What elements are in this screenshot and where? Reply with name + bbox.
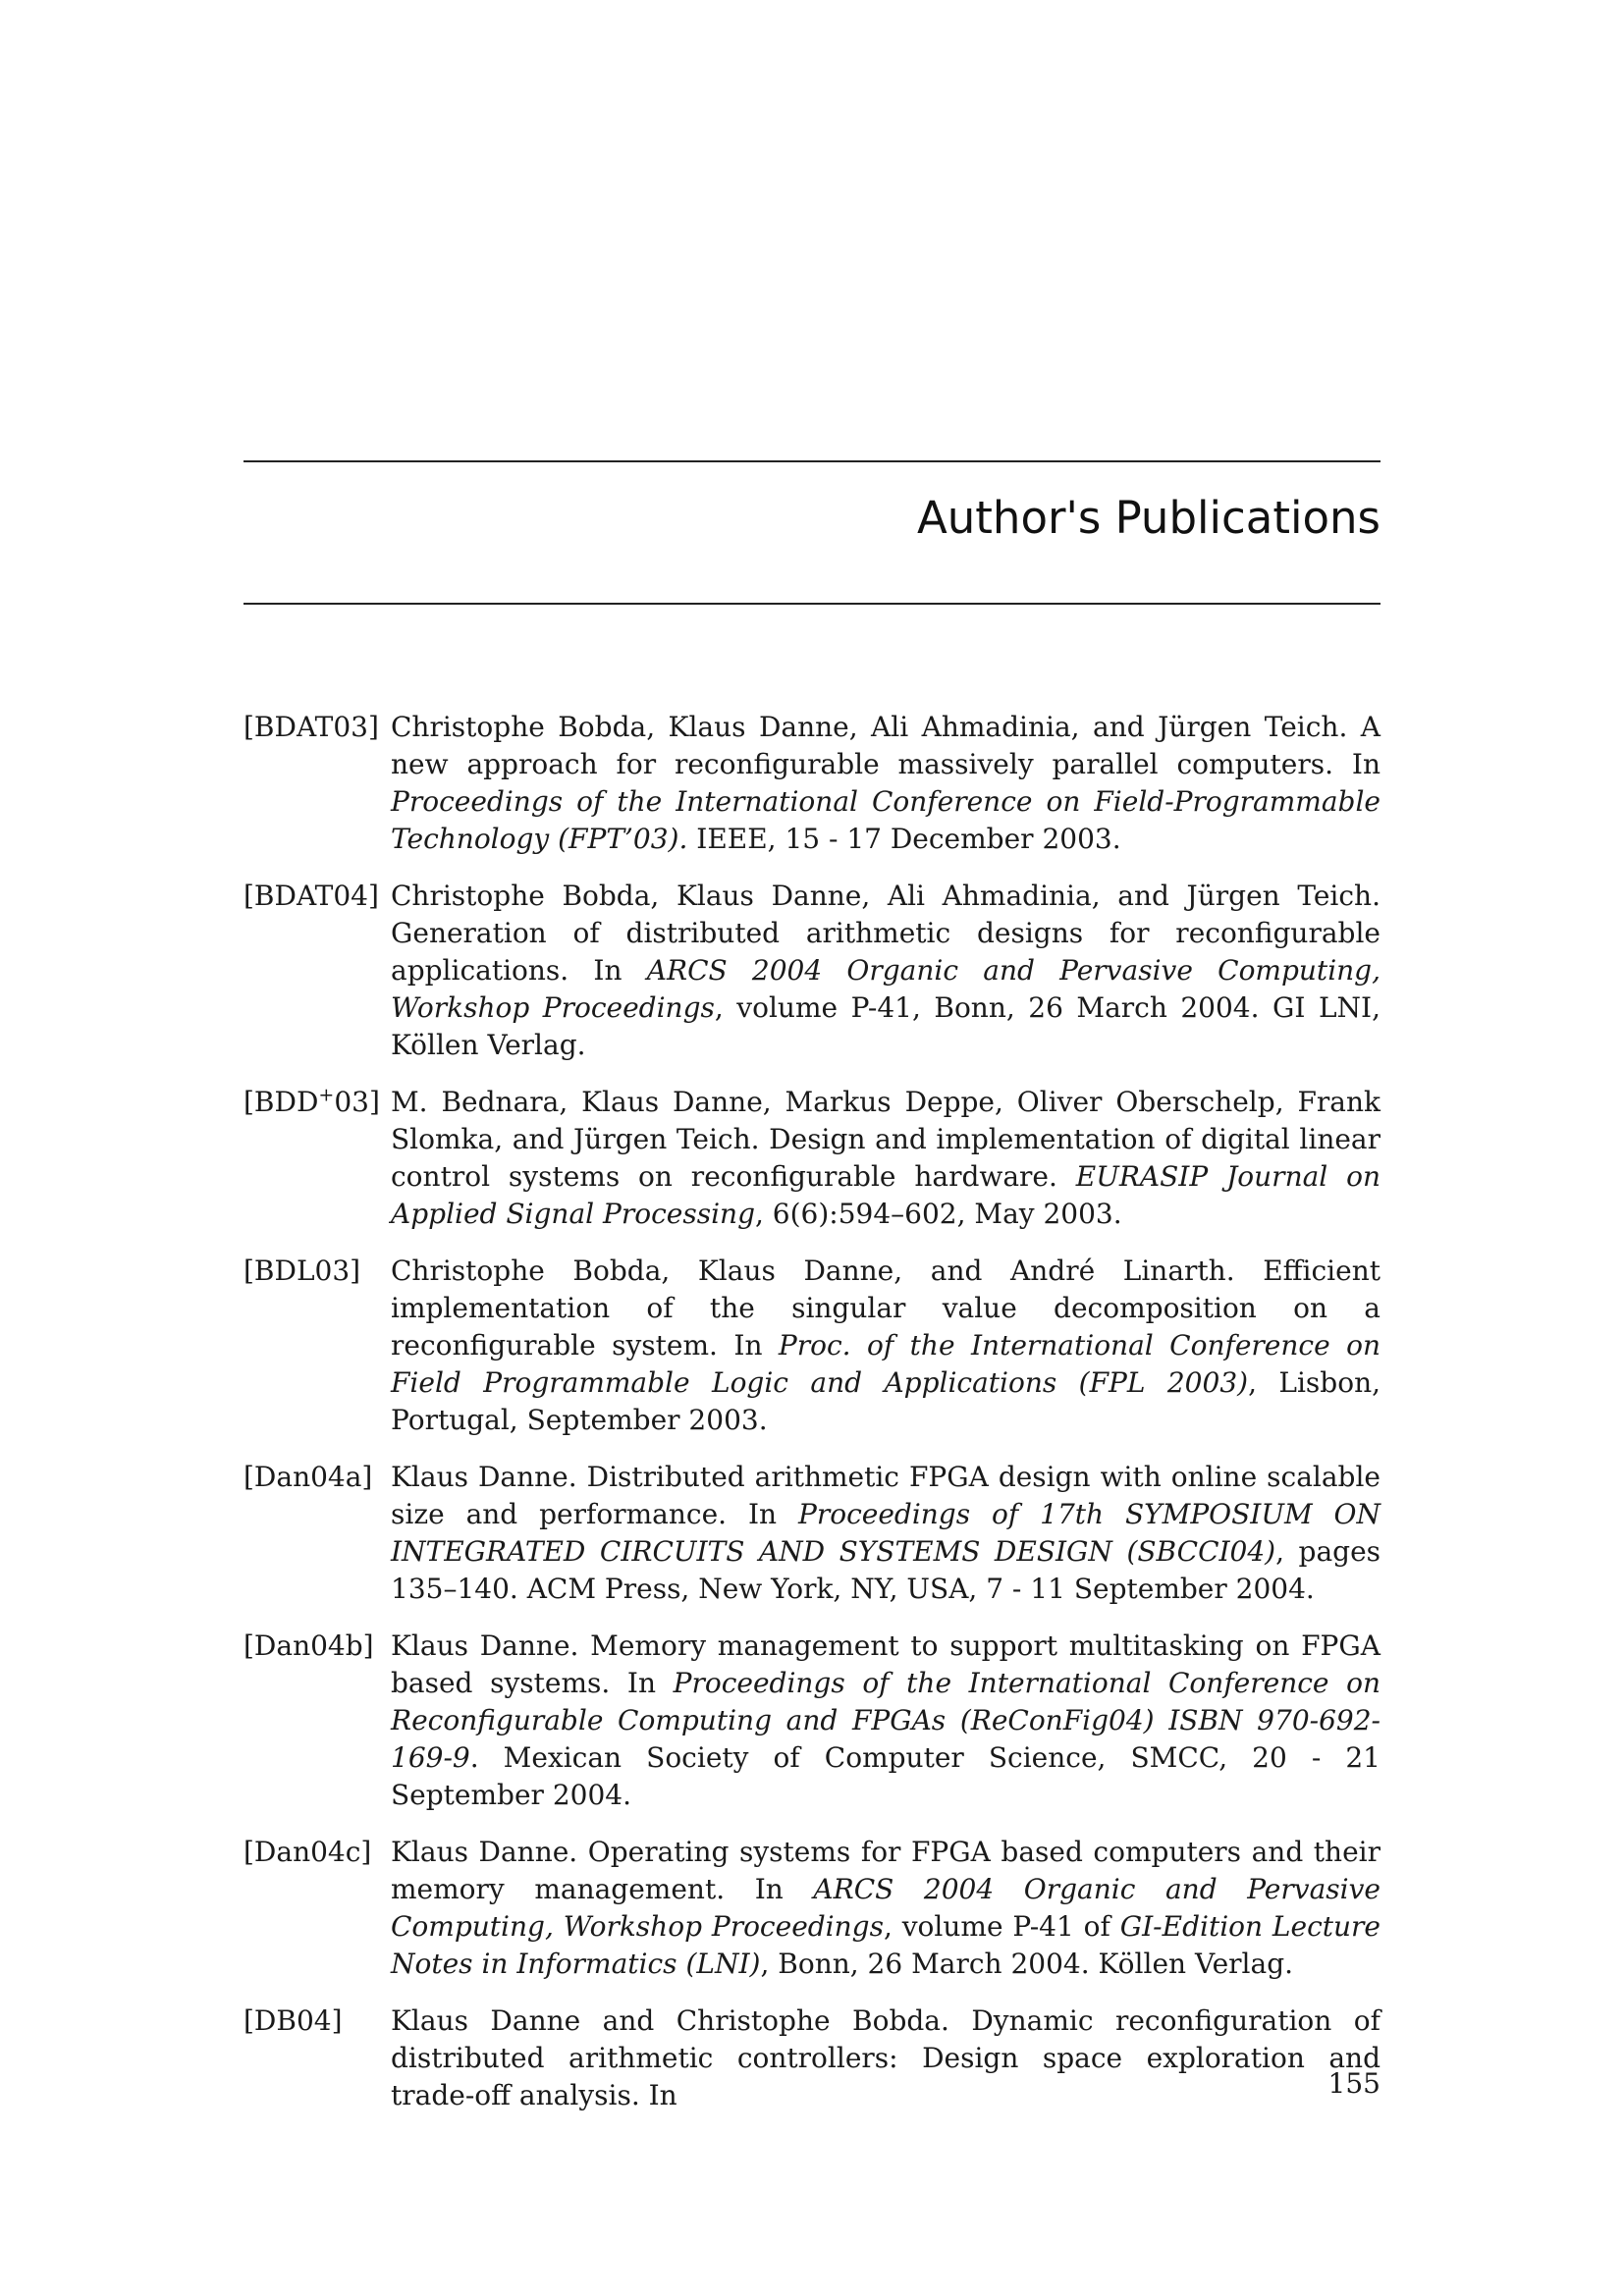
bib-key: [BDAT03] (244, 711, 379, 743)
bib-text: Klaus Danne and Christophe Bobda. Dynamic reconfiguration of distributed arithmetic controllers: Design space exploration and trade-off analysis. In (391, 2004, 1380, 2111)
bib-text: Klaus Danne. Distributed arithmetic FPGA design with online scalable size and performance. In Proceedings of 17th SYMPOSIUM ON INTEGRATED CIRCUITS AND SYSTEMS DESIGN (SBCCI04), pages 135–140. ACM Press, New York, NY, USA, 7 - 11 September 2004. (391, 1461, 1381, 1605)
bib-entry-bdd03 (244, 1084, 1380, 1233)
bib-entry-dan04c (244, 1834, 1380, 1983)
bib-text: M. Bednara, Klaus Danne, Markus Deppe, Oliver Oberschelp, Frank Slomka, and Jürgen Teich. Design and implementation of digital linear control systems on reconfigurable hardware. EURASIP Journal on Applied Signal Processing, 6(6):594–602, May 2003. (391, 1086, 1381, 1230)
bib-text: Christophe Bobda, Klaus Danne, Ali Ahmadinia, and Jürgen Teich. A new approach for reconfigurable massively parallel computers. In Proceedings of the International Conference on Field-Programmable Technology (FPT’03). IEEE, 15 - 17 December 2003. (391, 711, 1380, 855)
bib-text: Christophe Bobda, Klaus Danne, Ali Ahmadinia, and Jürgen Teich. Generation of distributed arithmetic designs for reconfigurable applications. In ARCS 2004 Organic and Pervasive Computing, Workshop Proceedings, volume P-41, Bonn, 26 March 2004. GI LNI, Köllen Verlag. (391, 880, 1381, 1061)
bib-entry-dan04b (244, 1628, 1380, 1814)
bib-entry-dan04a (244, 1459, 1380, 1608)
page-title: Author's Publications (916, 492, 1380, 544)
bib-key: [DB04] (244, 2004, 343, 2037)
bib-key: [BDL03] (244, 1255, 361, 1287)
bib-key: [Dan04c] (244, 1836, 372, 1868)
bibliography-list (244, 709, 1380, 2134)
bib-key: [BDAT04] (244, 880, 379, 912)
bib-key: [Dan04b] (244, 1629, 374, 1662)
bib-entry-db04 (244, 2002, 1380, 2114)
header-top-rule (244, 460, 1380, 462)
header-bottom-rule (244, 603, 1380, 605)
bib-entry-bdat04 (244, 878, 1380, 1064)
bib-entry-bdl03 (244, 1253, 1380, 1439)
bib-key: [Dan04a] (244, 1461, 373, 1493)
bib-text: Christophe Bobda, Klaus Danne, and André Linarth. Efficient implementation of the singular value decomposition on a reconfigurable system. In Proc. of the International Conference on Field Programmable Logic and Applications (FPL 2003), Lisbon, Portugal, September 2003. (391, 1255, 1381, 1436)
page-number: 155 (1327, 2067, 1380, 2100)
bib-key: [BDD+03] (244, 1084, 380, 1118)
bib-entry-bdat03 (244, 709, 1380, 858)
bib-text: Klaus Danne. Operating systems for FPGA based computers and their memory management. In ARCS 2004 Organic and Pervasive Computing, Workshop Proceedings, volume P-41 of GI-Edition Lecture Notes in Informatics (LNI), Bonn, 26 March 2004. Köllen Verlag. (391, 1836, 1380, 1980)
bib-text: Klaus Danne. Memory management to support multitasking on FPGA based systems. In Proceedings of the International Conference on Reconfigurable Computing and FPGAs (ReConFig04) ISBN 970-692-169-9. Mexican Society of Computer Science, SMCC, 20 - 21 September 2004. (391, 1629, 1380, 1811)
